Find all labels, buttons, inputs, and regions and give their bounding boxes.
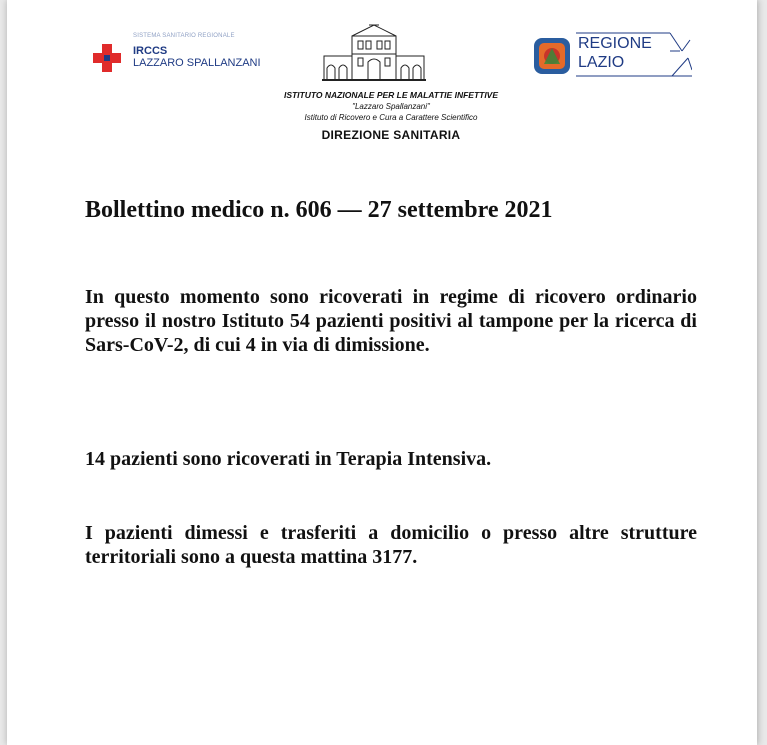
bulletin-title: Bollettino medico n. 606 — 27 settembre 2021 [85,197,553,223]
spallanzani-logo [93,32,283,82]
lazio-label: LAZIO [578,54,625,71]
bulletin-paragraph-admitted: In questo momento sono ricoverati in regime di ricovero ordinario presso il nostro Istituto 54 pazienti positivi al tampone per la ricerca di Sars-CoV-2, di cui 4 in via di dimissione. [85,286,697,356]
regione-label: REGIONE [578,35,652,52]
lazio-emblem-icon [532,36,572,76]
red-cross-icon [93,44,121,72]
document-page [7,0,757,745]
bulletin-paragraph-icu: 14 pazienti sono ricoverati in Terapia Intensiva. [85,448,492,470]
regional-system-label: SISTEMA SANITARIO REGIONALE [133,33,235,39]
regione-lazio-logo [532,32,692,82]
spallanzani-label: LAZZARO SPALLANZANI [133,57,261,69]
institute-name: ISTITUTO NAZIONALE PER LE MALATTIE INFETTIVE [283,90,499,100]
irccs-label: IRCCS [133,45,168,57]
bulletin-paragraph-discharged: I pazienti dimessi e trasferiti a domicilio o presso altre strutture territoriali sono a questa mattina 3177. [85,522,697,568]
institute-building-icon [322,22,426,84]
institute-subname: "Lazzaro Spallanzani" [352,102,430,111]
department-label: DIREZIONE SANITARIA [321,128,461,142]
institute-type: Istituto di Ricovero e Cura a Carattere Scientifico [304,113,478,122]
